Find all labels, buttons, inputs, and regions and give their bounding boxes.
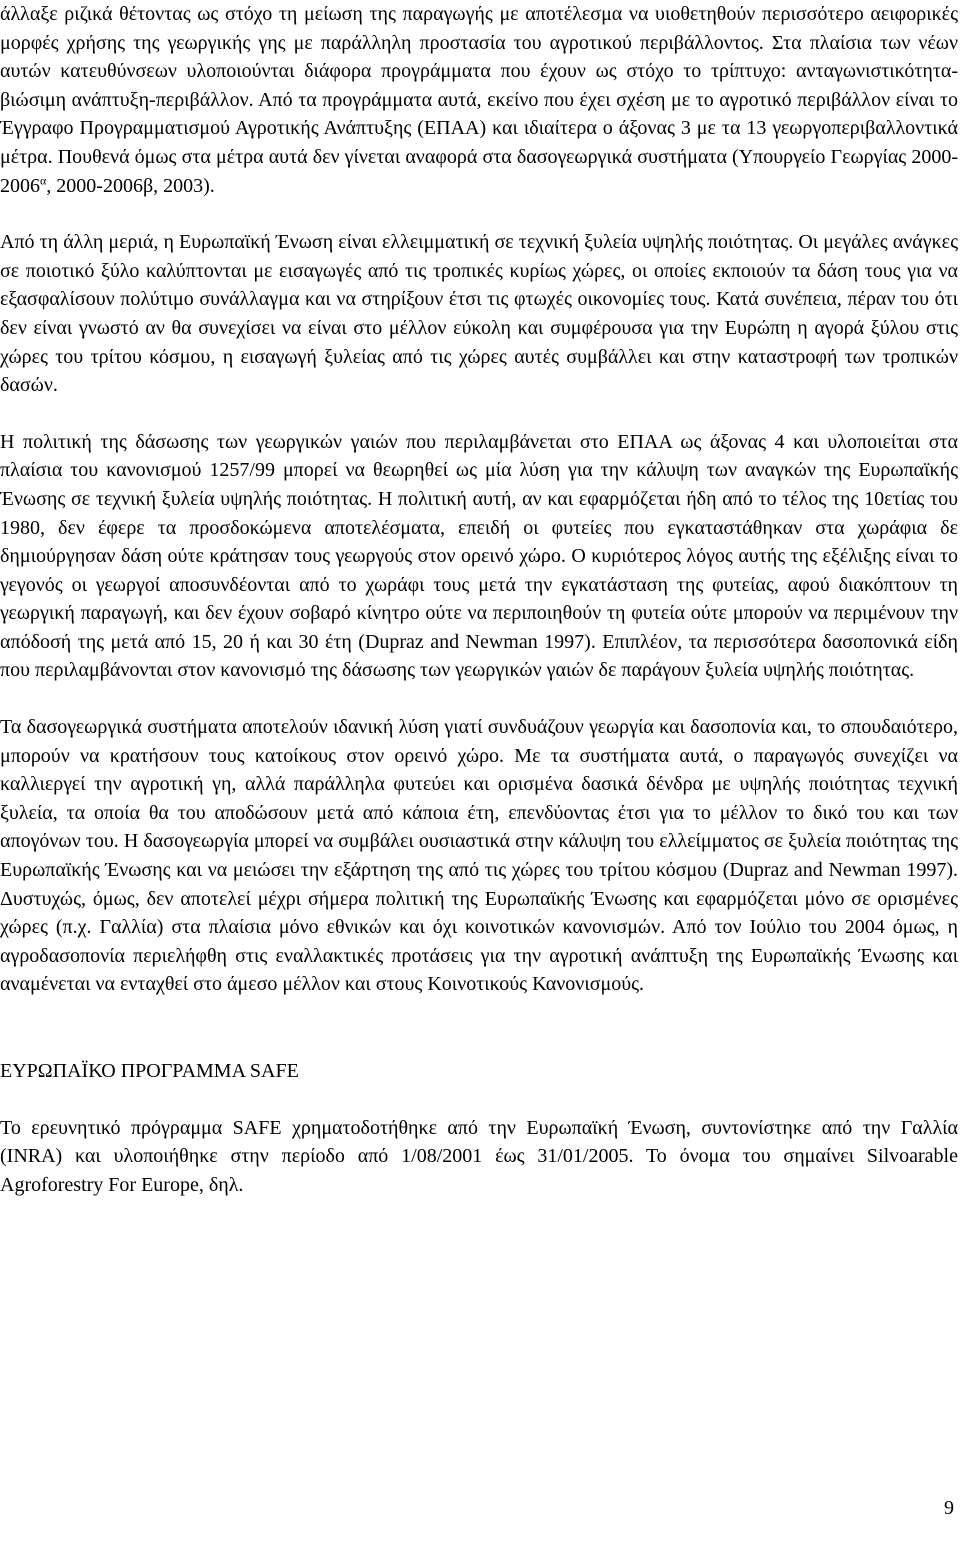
paragraph-afforestation-policy: Η πολιτική της δάσωσης των γεωργικών γαιών που περιλαμβάνεται στο ΕΠΑΑ ως άξονας 4 και υλοποιείται στα πλαίσια του κανονισμού 1257/99 μπορεί να θεωρηθεί ως μία λύση για την κάλυψη των αναγκών της Ευρωπαϊκής Ένωσης σε τεχνική ξυλεία υψηλής ποιότητας. Η πολιτική αυτή, αν και εφαρμόζεται ήδη από το τέλος της 10ετίας του 1980, δεν έφερε τα προσδοκώμενα αποτελέσματα, επειδή οι φυτείες που εγκαταστάθηκαν στα χωράφια δε δημιούργησαν δάση ούτε κράτησαν τους γεωργούς στον ορεινό χώρο. Ο κυριότερος λόγος αυτής της εξέλιξης είναι το γεγονός οι γεωργοί αποσυνδέονται από το χωράφι τους μετά την εγκατάσταση της φυτείας, αφού διακόπτουν τη γεωργική παραγωγή, και δεν έχουν σοβαρό κίνητρο ούτε να περιποιηθούν τη φυτεία ούτε μπορούν να περιμένουν την απόδοσή της μετά από 15, 20 ή και 30 έτη (Dupraz and Newman 1997). Επιπλέον, τα περισσότερα δασοπονικά είδη που περιλαμβάνονται στον κανονισμό της δάσωσης των γεωργικών γαιών δε παράγουν ξυλεία υψηλής ποιότητας. [0, 430, 958, 682]
paragraph-policy-intro-text: άλλαξε ριζικά θέτοντας ως στόχο τη μείωση της παραγωγής με αποτέλεσμα να υιοθετηθούν περισσότερο αειφορικές μορφές χρήσης της γεωργικής γης με παράλληλη προστασία του αγροτικού περιβάλλοντος. Στα πλαίσια των νέων αυτών κατευθύνσεων υλοποιούνται διάφορα προγράμματα που έχουν ως στόχο το τρίπτυχο: ανταγωνιστικότητα-βιώσιμη ανάπτυξη-περιβάλλον. Από τα προγράμματα αυτά, εκείνο που έχει σχέση με το αγροτικό περιβάλλον είναι το Έγγραφο Προγραμματισμού Αγροτικής Ανάπτυξης (ΕΠΑΑ) και ιδιαίτερα ο άξονας 3 με τα 13 γεωργοπεριβαλλοντικά μέτρα. Πουθενά όμως στα μέτρα αυτά δεν γίνεται αναφορά στα δασογεωργικά συστήματα (Υπουργείο Γεωργίας 2000-2006 [0, 3, 958, 197]
paragraph-gap [0, 685, 958, 713]
paragraph-agroforestry-systems: Τα δασογεωργικά συστήματα αποτελούν ιδανική λύση γιατί συνδυάζουν γεωργία και δασοπονία και, το σπουδαιότερο, μπορούν να κρατήσουν τους κατοίκους στον ορεινό χώρο. Με τα συστήματα αυτά, ο παραγωγός συνεχίζει να καλλιεργεί την αγροτική γη, αλλά παράλληλα φυτεύει και ορισμένα δασικά δένδρα με υψηλής ποιότητας τεχνική ξυλεία, τα οποία θα του αποδώσουν μετά από κάποια έτη, επενδύοντας έτσι για το μέλλον το δικό του και των απογόνων του. Η δασογεωργία μπορεί να συμβάλει ουσιαστικά στην κάλυψη του ελλείμματος σε ξυλεία ποιότητας της Ευρωπαϊκής Ένωσης και να μειώσει την εξάρτηση της από τις χώρες του τρίτου κόσμου (Dupraz and Newman 1997). Δυστυχώς, όμως, δεν αποτελεί μέχρι σήμερα πολιτική της Ευρωπαϊκής Ένωσης και εφαρμόζεται μόνο σε ορισμένες χώρες (π.χ. Γαλλία) στα πλαίσια μόνο εθνικών και όχι κοινοτικών κανονισμών. Από τον Ιούλιο του 2004 όμως, η αγροδασοπονία περιελήφθη στις εναλλακτικές προτάσεις για την αγροτική ανάπτυξη της Ευρωπαϊκής Ένωσης και αναμένεται να ενταχθεί στο άμεσο μέλλον και στους Κοινοτικούς Κανονισμούς. [0, 716, 958, 996]
paragraph-policy-intro [0, 0, 958, 200]
section-heading-safe: ΕΥΡΩΠΑΪΚΟ ΠΡΟΓΡΑΜΜΑ SAFE [0, 1060, 299, 1082]
paragraph-timber-deficit: Από τη άλλη μεριά, η Ευρωπαϊκή Ένωση είναι ελλειμματική σε τεχνική ξυλεία υψηλής ποιότητας. Οι μεγάλες ανάγκες σε ποιοτικό ξύλο καλύπτονται με εισαγωγές από τις τροπικές κυρίως χώρες, οι οποίες εκποιούν τα δάση τους για να εξασφαλίσουν πολύτιμο συνάλλαγμα και να στηρίξουν έτσι τις φτωχές οικονομίες τους. Κατά συνέπεια, πέραν του ότι δεν είναι γνωστό αν θα συνεχίσει να είναι στο μέλλον εύκολη και συμφέρουσα για την Ευρώπη η αγορά ξύλου στις χώρες του τρίτου κόσμου, η εισαγωγή ξυλείας από τις χώρες αυτές συμβάλλει και στην καταστροφή των τροπικών δασών. [0, 231, 958, 397]
paragraph-gap [0, 200, 958, 228]
page-number: 9 [944, 1497, 954, 1519]
paragraph-gap [0, 400, 958, 428]
superscript-alpha: α [40, 172, 47, 187]
section-gap [0, 999, 958, 1057]
paragraph-policy-intro-tail: , 2000-2006β, 2003). [46, 174, 215, 197]
paragraph-safe-program: Το ερευνητικό πρόγραμμα SAFE χρηματοδοτήθηκε από την Ευρωπαϊκή Ένωση, συντονίστηκε από την Γαλλία (INRA) και υλοποιήθηκε στην περίοδο από 1/08/2001 έως 31/01/2005. Το όνομα του σημαίνει Silvoarable Agroforestry For Europe, δηλ. [0, 1116, 958, 1196]
paragraph-gap [0, 1086, 958, 1114]
